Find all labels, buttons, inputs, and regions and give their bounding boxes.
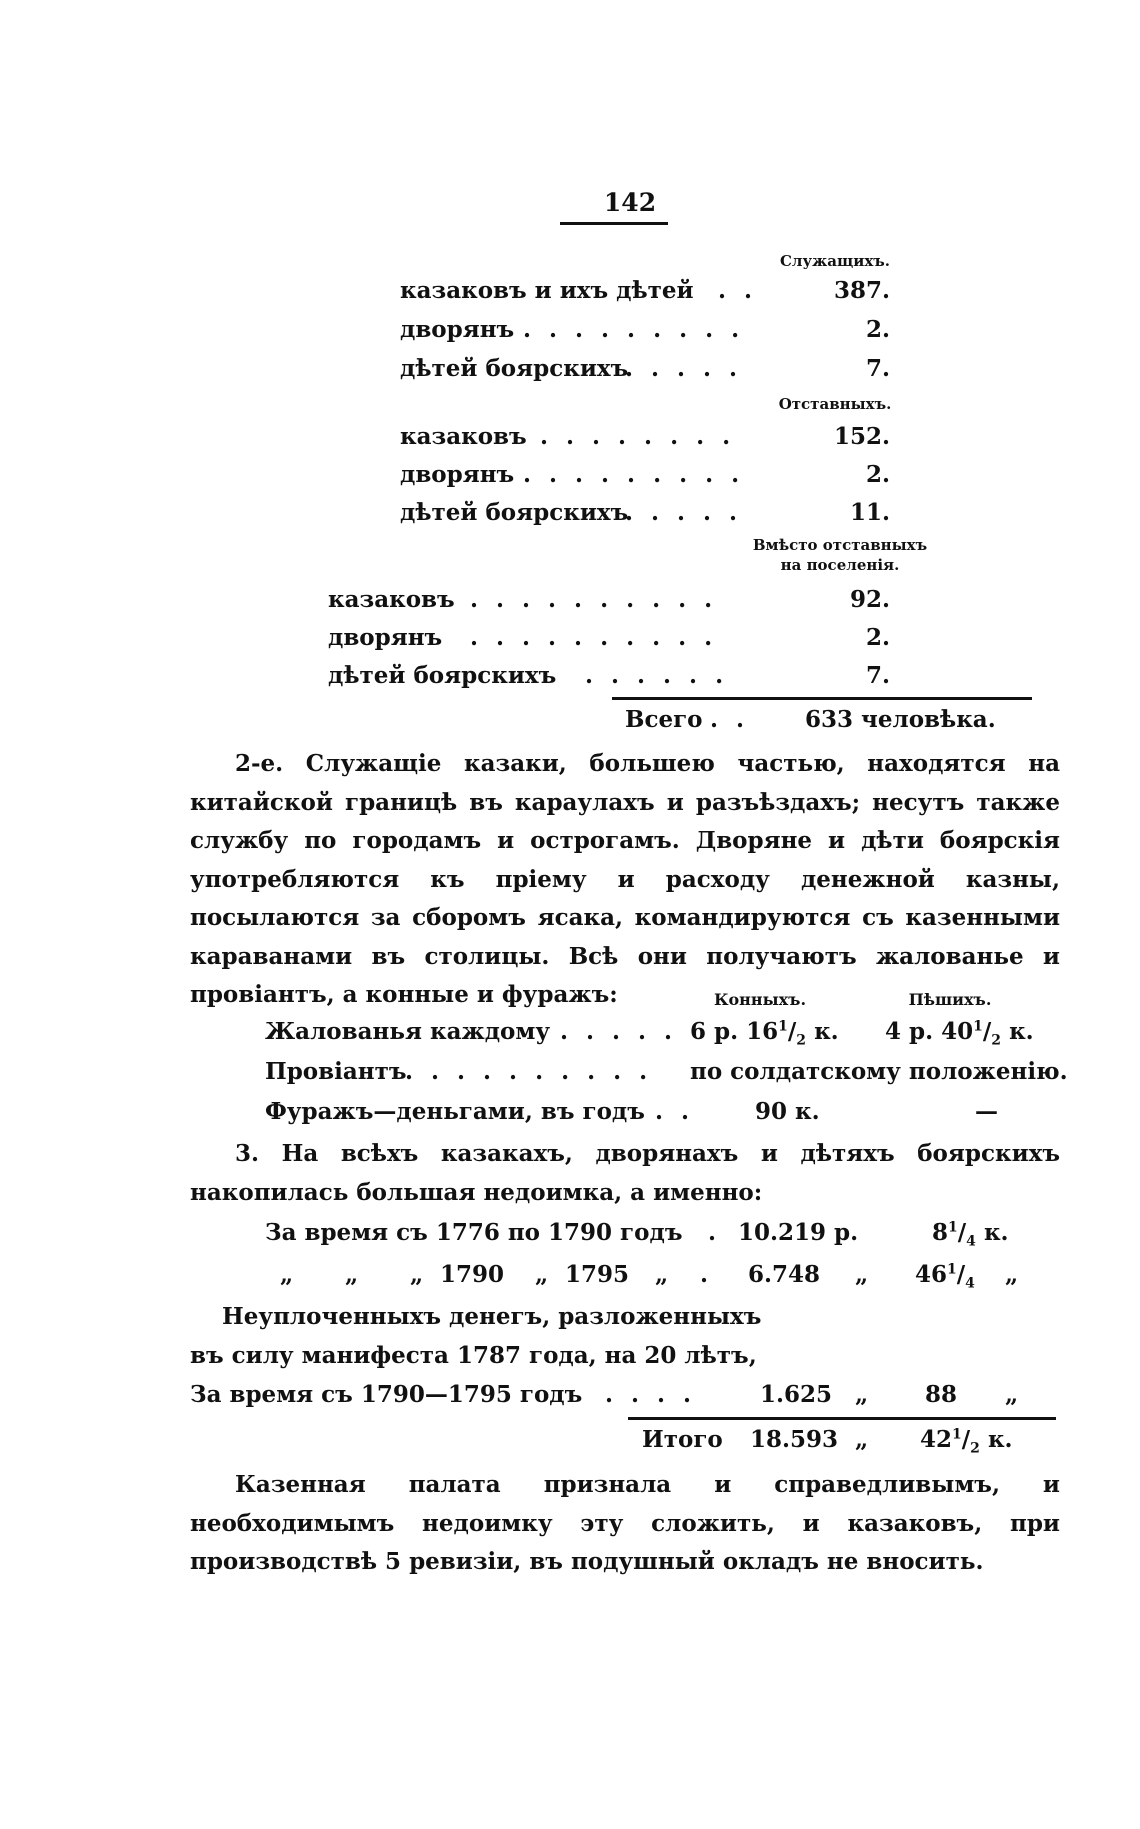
- row-dots: . . . . . . . . . .: [470, 586, 718, 613]
- ditto-mark: „: [345, 1261, 359, 1288]
- arrears-dots: . . . .: [605, 1381, 697, 1408]
- row-value: 7.: [865, 662, 890, 689]
- forage-mounted: 90 к.: [755, 1098, 820, 1125]
- fraction-num: 1: [778, 1018, 788, 1035]
- row-dots: . . . . . . . . . .: [470, 624, 718, 651]
- header-retired: Отставныхъ.: [778, 395, 892, 413]
- row-label: дворянъ: [400, 461, 515, 488]
- header-instead-line1: Вмѣсто отставныхъ: [752, 536, 928, 554]
- arrears-rub: 6.748: [748, 1261, 821, 1288]
- row-dots: . . . . . . . . .: [523, 461, 745, 488]
- total-label: Всего: [625, 706, 703, 733]
- fraction-den: 2: [970, 1440, 980, 1457]
- row-dots: . .: [718, 277, 758, 304]
- row-label: дворянъ: [400, 316, 515, 343]
- forage-label: Фуражъ—деньгами, въ годъ: [265, 1098, 645, 1125]
- salary-foot-rub: 4 р.: [885, 1018, 934, 1045]
- arrears-kop-whole: 8: [932, 1219, 949, 1246]
- page-number: 142: [603, 188, 657, 217]
- ditto-mark: „: [855, 1426, 869, 1453]
- ditto-mark: „: [410, 1261, 424, 1288]
- arrears-total-unit: к.: [987, 1426, 1013, 1453]
- arrears-total-label: Итого: [642, 1426, 723, 1453]
- forage-dots: . .: [655, 1098, 695, 1125]
- row-value: 11.: [849, 499, 890, 526]
- fraction-num: 1: [973, 1018, 983, 1035]
- provisions-dots: . . . . . . . . . .: [405, 1058, 653, 1085]
- arrears-total-rule: [628, 1417, 1056, 1420]
- row-value: 2.: [865, 461, 890, 488]
- salary-label: Жалованья каждому: [265, 1018, 551, 1045]
- arrears-from-year: 1790: [440, 1261, 505, 1288]
- fraction-num: 1: [948, 1219, 958, 1236]
- arrears-dots: .: [708, 1219, 717, 1246]
- row-value: 2.: [865, 624, 890, 651]
- row-value: 92.: [849, 586, 890, 613]
- total-dots: . .: [710, 706, 750, 733]
- header-serving: Служащихъ.: [779, 252, 890, 270]
- row-label: дѣтей боярскихъ: [400, 499, 629, 526]
- salary-mounted-rub: 6 р.: [690, 1018, 739, 1045]
- paragraph-3-text: 3. На всѣхъ казакахъ, дворянахъ и дѣтяхъ боярскихъ накопилась большая недоимка, а именно:: [190, 1140, 1060, 1206]
- arrears-rub: 10.219 р.: [738, 1219, 859, 1246]
- row-dots: . . . . . . . .: [540, 423, 736, 450]
- row-value: 387.: [833, 277, 890, 304]
- row-label: дѣтей боярскихъ: [400, 355, 629, 382]
- header-instead-line2: на поселенія.: [780, 556, 900, 574]
- arrears-label: За время съ 1776 по 1790 годъ: [265, 1219, 683, 1246]
- ditto-mark: „: [855, 1381, 869, 1408]
- ditto-mark: „: [855, 1261, 869, 1288]
- arrears-rub: 1.625: [760, 1381, 833, 1408]
- fraction-den: 4: [965, 1275, 975, 1292]
- ditto-mark: „: [1005, 1381, 1019, 1408]
- paragraph-4: [190, 1466, 1060, 1582]
- fraction-den: 2: [796, 1032, 807, 1049]
- arrears-total-kop: $42^1/_2$ к.: [920, 1426, 1013, 1457]
- salary-foot-kop: 40: [941, 1018, 974, 1045]
- salary-mounted-unit: к.: [814, 1018, 839, 1045]
- forage-foot: —: [975, 1098, 998, 1125]
- row-label: казаковъ: [400, 423, 527, 450]
- row-dots: . . . . .: [625, 499, 743, 526]
- ditto-mark: „: [280, 1261, 294, 1288]
- page-number-rule: [560, 222, 668, 225]
- unpaid-line-2: въ силу манифеста 1787 года, на 20 лѣтъ,: [190, 1342, 757, 1369]
- salary-foot: 4 р. $40^1/_2$ к.: [885, 1018, 1034, 1049]
- fraction-den: 2: [991, 1032, 1002, 1049]
- fraction-num: 1: [952, 1426, 962, 1443]
- row-label: казаковъ: [328, 586, 455, 613]
- row-value: 7.: [865, 355, 890, 382]
- arrears-label: За время съ 1790—1795 годъ: [190, 1381, 583, 1408]
- ditto-mark: „: [1005, 1261, 1019, 1288]
- salary-mounted: 6 р. $16^1/_2$ к.: [690, 1018, 839, 1049]
- arrears-kop: $8^1/_4$ к.: [932, 1219, 1009, 1250]
- arrears-total-rub: 18.593: [750, 1426, 839, 1453]
- arrears-kop: 88: [925, 1381, 958, 1408]
- salary-dots: . . . . .: [560, 1018, 678, 1045]
- pay-header-mounted: Конныхъ.: [713, 990, 807, 1009]
- row-dots: . . . . . . . . .: [523, 316, 745, 343]
- row-value: 2.: [865, 316, 890, 343]
- ditto-mark: „: [655, 1261, 669, 1288]
- ditto-mark: „: [535, 1261, 549, 1288]
- row-label: казаковъ и ихъ дѣтей: [400, 277, 694, 304]
- row-dots: . . . . .: [625, 355, 743, 382]
- total-rule: [612, 697, 1032, 700]
- arrears-dots: .: [700, 1261, 709, 1288]
- pay-header-foot: Пѣшихъ.: [908, 990, 992, 1009]
- row-dots: . . . . . .: [585, 662, 729, 689]
- paragraph-2-text: 2-е. Служащіе казаки, большею частью, находятся на китайской границѣ въ караулахъ и разъѣздахъ; несутъ также службу по городамъ и острогамъ. Дворяне и дѣти боярскія употребляются къ пріему и расходу денежной казны, посылаются за сборомъ ясака, командируются съ казенными караванами въ столицы. Всѣ они получаютъ жалованье и провіантъ, а конные и фуражъ:: [190, 750, 1060, 1008]
- arrears-kop-whole: 46: [915, 1261, 948, 1288]
- paragraph-2: [190, 745, 1060, 1015]
- arrears-total-kop-whole: 42: [920, 1426, 953, 1453]
- arrears-to-year: 1795: [565, 1261, 630, 1288]
- total-value: 633 человѣка.: [805, 706, 996, 733]
- salary-mounted-kop: 16: [746, 1018, 779, 1045]
- provisions-label: Провіантъ: [265, 1058, 407, 1085]
- paragraph-4-text: Казенная палата признала и справедливымъ, и необходимымъ недоимку эту сложить, и казаковъ, при производствѣ 5 ревизіи, въ подушный окладъ не вносить.: [190, 1471, 1060, 1575]
- fraction-num: 1: [947, 1261, 957, 1278]
- row-label: дѣтей боярскихъ: [328, 662, 557, 689]
- row-label: дворянъ: [328, 624, 443, 651]
- salary-foot-unit: к.: [1009, 1018, 1034, 1045]
- row-value: 152.: [833, 423, 890, 450]
- arrears-unit: к.: [983, 1219, 1009, 1246]
- fraction-den: 4: [966, 1233, 976, 1250]
- paragraph-3: [190, 1135, 1060, 1212]
- arrears-kop: $46^1/_4$: [915, 1261, 975, 1292]
- unpaid-line-1: Неуплоченныхъ денегъ, разложенныхъ: [222, 1303, 762, 1330]
- provisions-value: по солдатскому положенію.: [690, 1058, 1068, 1085]
